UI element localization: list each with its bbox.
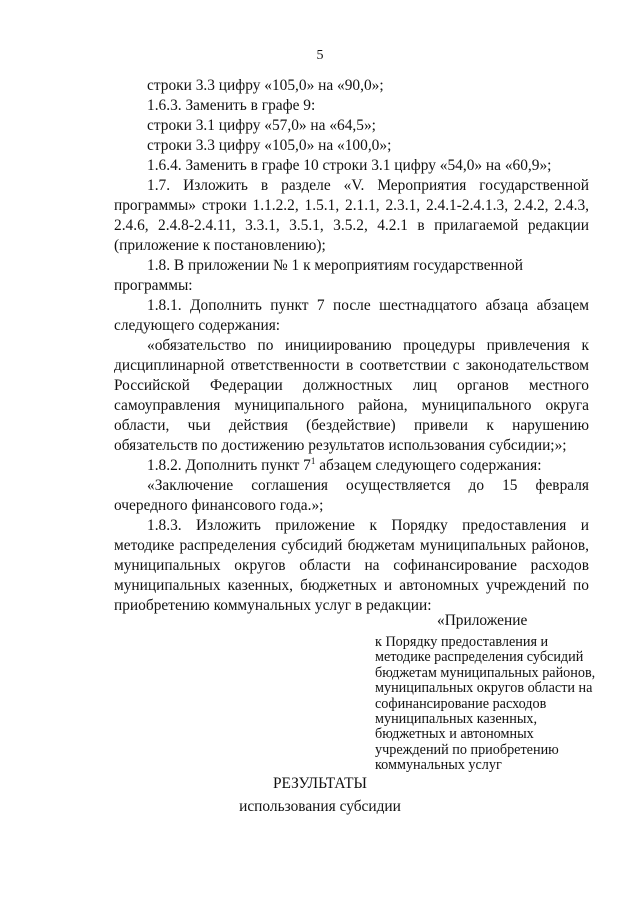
document-body: [114, 76, 589, 616]
paragraph-1-8-2: [114, 456, 589, 476]
paragraph-1-8-2-tail: абзацем следующего содержания:: [315, 457, 542, 474]
superscript-index: 1: [310, 455, 316, 466]
paragraph-1-8-3: 1.8.3. Изложить приложение к Порядку предоставления и методике распределения субсидий бюджетам муниципальных районов, муниципальных округов области на софинансирование расходов муниципальных казенных, бюджетных и автономных учреждений по приобретению коммунальных услуг в редакции:: [114, 517, 589, 614]
section-subheading: использования субсидии: [239, 798, 401, 815]
paragraph-line-3-3-a: строки 3.3 цифру «105,0» на «90,0»;: [147, 77, 384, 94]
paragraph-1-7: 1.7. Изложить в разделе «V. Мероприятия государственной программы» строки 1.1.2.2, 1.5.1, 2.1.1, 2.3.1, 2.4.1-2.4.1.3, 2.4.2, 2.4.3, 2.4.6, 2.4.8-2.4.11, 3.3.1, 3.5.1, 3.5.2, 4.2.1 в прилагаемой редакции (приложение к постановлению);: [114, 177, 589, 254]
paragraph-1-6-3: 1.6.3. Заменить в графе 9:: [147, 97, 316, 114]
paragraph-line-3-1: строки 3.1 цифру «57,0» на «64,5»;: [147, 117, 376, 134]
appendix-title: «Приложение: [437, 612, 528, 629]
paragraph-1-8: 1.8. В приложении № 1 к мероприятиям государственной программы:: [114, 257, 523, 294]
page-number: 5: [316, 48, 324, 63]
appendix-reference: к Порядку предоставления и методике распределения субсидий бюджетам муниципальных районов, муниципальных округов области на софинансирование расходов муниципальных казенных, бюджетных и автономных учреждений по приобретению коммунальных услуг: [375, 634, 596, 774]
paragraph-obligation-quote: «обязательство по инициированию процедуры привлечения к дисциплинарной ответственности в соответствии с законодательством Российской Федерации должностных лиц органов местного самоуправления муниципального района, муниципального округа области, чьи действия (бездействие) привели к нарушению обязательств по достижению результатов использования субсидии;»;: [114, 337, 589, 454]
paragraph-line-3-3-b: строки 3.3 цифру «105,0» на «100,0»;: [147, 137, 392, 154]
paragraph-1-8-2-text: 1.8.2. Дополнить пункт 7: [147, 457, 311, 474]
paragraph-agreement-quote: «Заключение соглашения осуществляется до 15 февраля очередного финансового года.»;: [114, 477, 589, 514]
paragraph-1-6-4: 1.6.4. Заменить в графе 10 строки 3.1 цифру «54,0» на «60,9»;: [147, 157, 552, 174]
section-heading: РЕЗУЛЬТАТЫ: [273, 775, 367, 792]
paragraph-1-8-1: 1.8.1. Дополнить пункт 7 после шестнадцатого абзаца абзацем следующего содержания:: [114, 297, 589, 334]
